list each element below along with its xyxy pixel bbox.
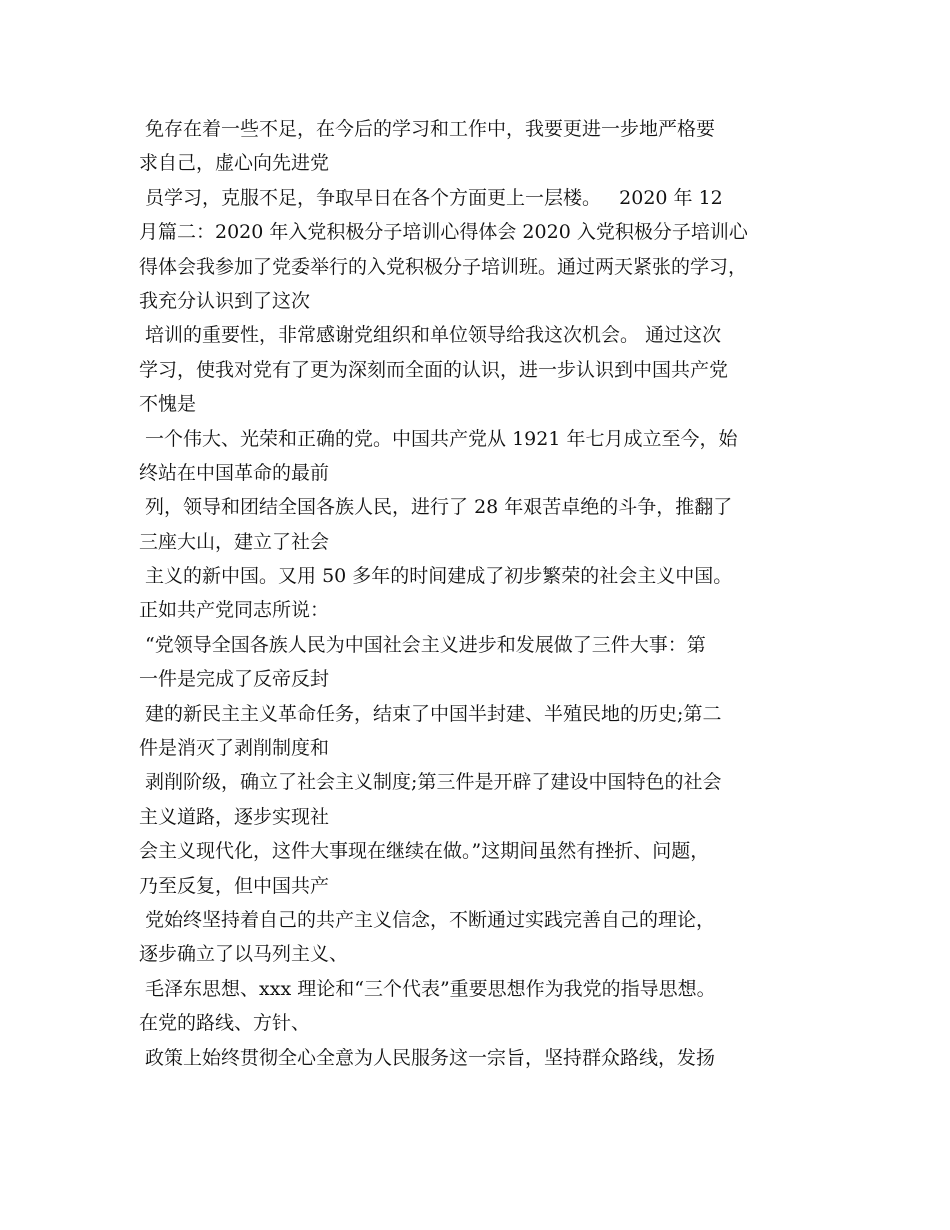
text-line-14: 主义的新中国。又用 50 多年的时间建成了初步繁荣的社会主义中国。 [139,565,733,588]
text-line-11: 终站在中国革命的最前 [139,461,330,484]
text-line-28: 政策上始终贯彻全心全意为人民服务这一宗旨，坚持群众路线，发扬 [139,1046,716,1069]
text-line-18: 建的新民主主义革命任务，结束了中国半封建、半殖民地的历史;第二 [139,702,722,725]
text-line-24: 党始终坚持着自己的共产主义信念，不断通过实践完善自己的理论， [139,908,716,931]
text-line-13: 三座大山，建立了社会 [139,530,330,553]
text-line-4: 月篇二：2020 年入党积极分子培训心得体会 2020 入党积极分子培训心 [139,221,748,244]
text-line-10: 一个伟大、光荣和正确的党。中国共产党从 1921 年七月成立至今，始 [139,427,738,450]
text-line-5: 得体会我参加了党委举行的入党积极分子培训班。通过两天紧张的学习， [139,255,748,278]
text-line-6: 我充分认识到了这次 [139,289,311,312]
text-line-25: 逐步确立了以马列主义、 [139,943,349,966]
text-line-22: 会主义现代化，这件大事现在继续在做。”这期间虽然有挫折、问题， [139,840,710,863]
text-line-15: 正如共产党同志所说： [139,599,330,622]
text-line-8: 学习，使我对党有了更为深刻而全面的认识，进一步认识到中国共产党 [139,358,729,381]
text-line-21: 主义道路，逐步实现社 [139,805,330,828]
text-line-23: 乃至反复，但中国共产 [139,874,330,897]
text-line-27: 在党的路线、方针、 [139,1012,311,1035]
text-line-16: “党领导全国各族人民为中国社会主义进步和发展做了三件大事：第 [139,633,706,656]
body-text [139,112,839,1075]
text-line-12: 列，领导和团结全国各族人民，进行了 28 年艰苦卓绝的斗争，推翻了 [139,496,733,519]
text-line-7: 培训的重要性，非常感谢党组织和单位领导给我这次机会。 通过这次 [139,324,722,347]
text-line-3: 员学习，克服不足，争取早日在各个方面更上一层楼。 2020 年 12 [139,186,723,209]
text-line-20: 剥削阶级，确立了社会主义制度;第三件是开辟了建设中国特色的社会 [139,771,722,794]
text-line-26: 毛泽东思想、xxx 理论和“三个代表”重要思想作为我党的指导思想。 [139,977,716,1000]
text-line-19: 件是消灭了剥削制度和 [139,737,330,760]
text-line-2: 求自己，虚心向先进党 [139,152,330,175]
text-line-17: 一件是完成了反帝反封 [139,668,330,691]
text-line-1: 免存在着一些不足，在今后的学习和工作中，我要更进一步地严格要 [139,118,716,140]
text-line-9: 不愧是 [139,393,197,416]
